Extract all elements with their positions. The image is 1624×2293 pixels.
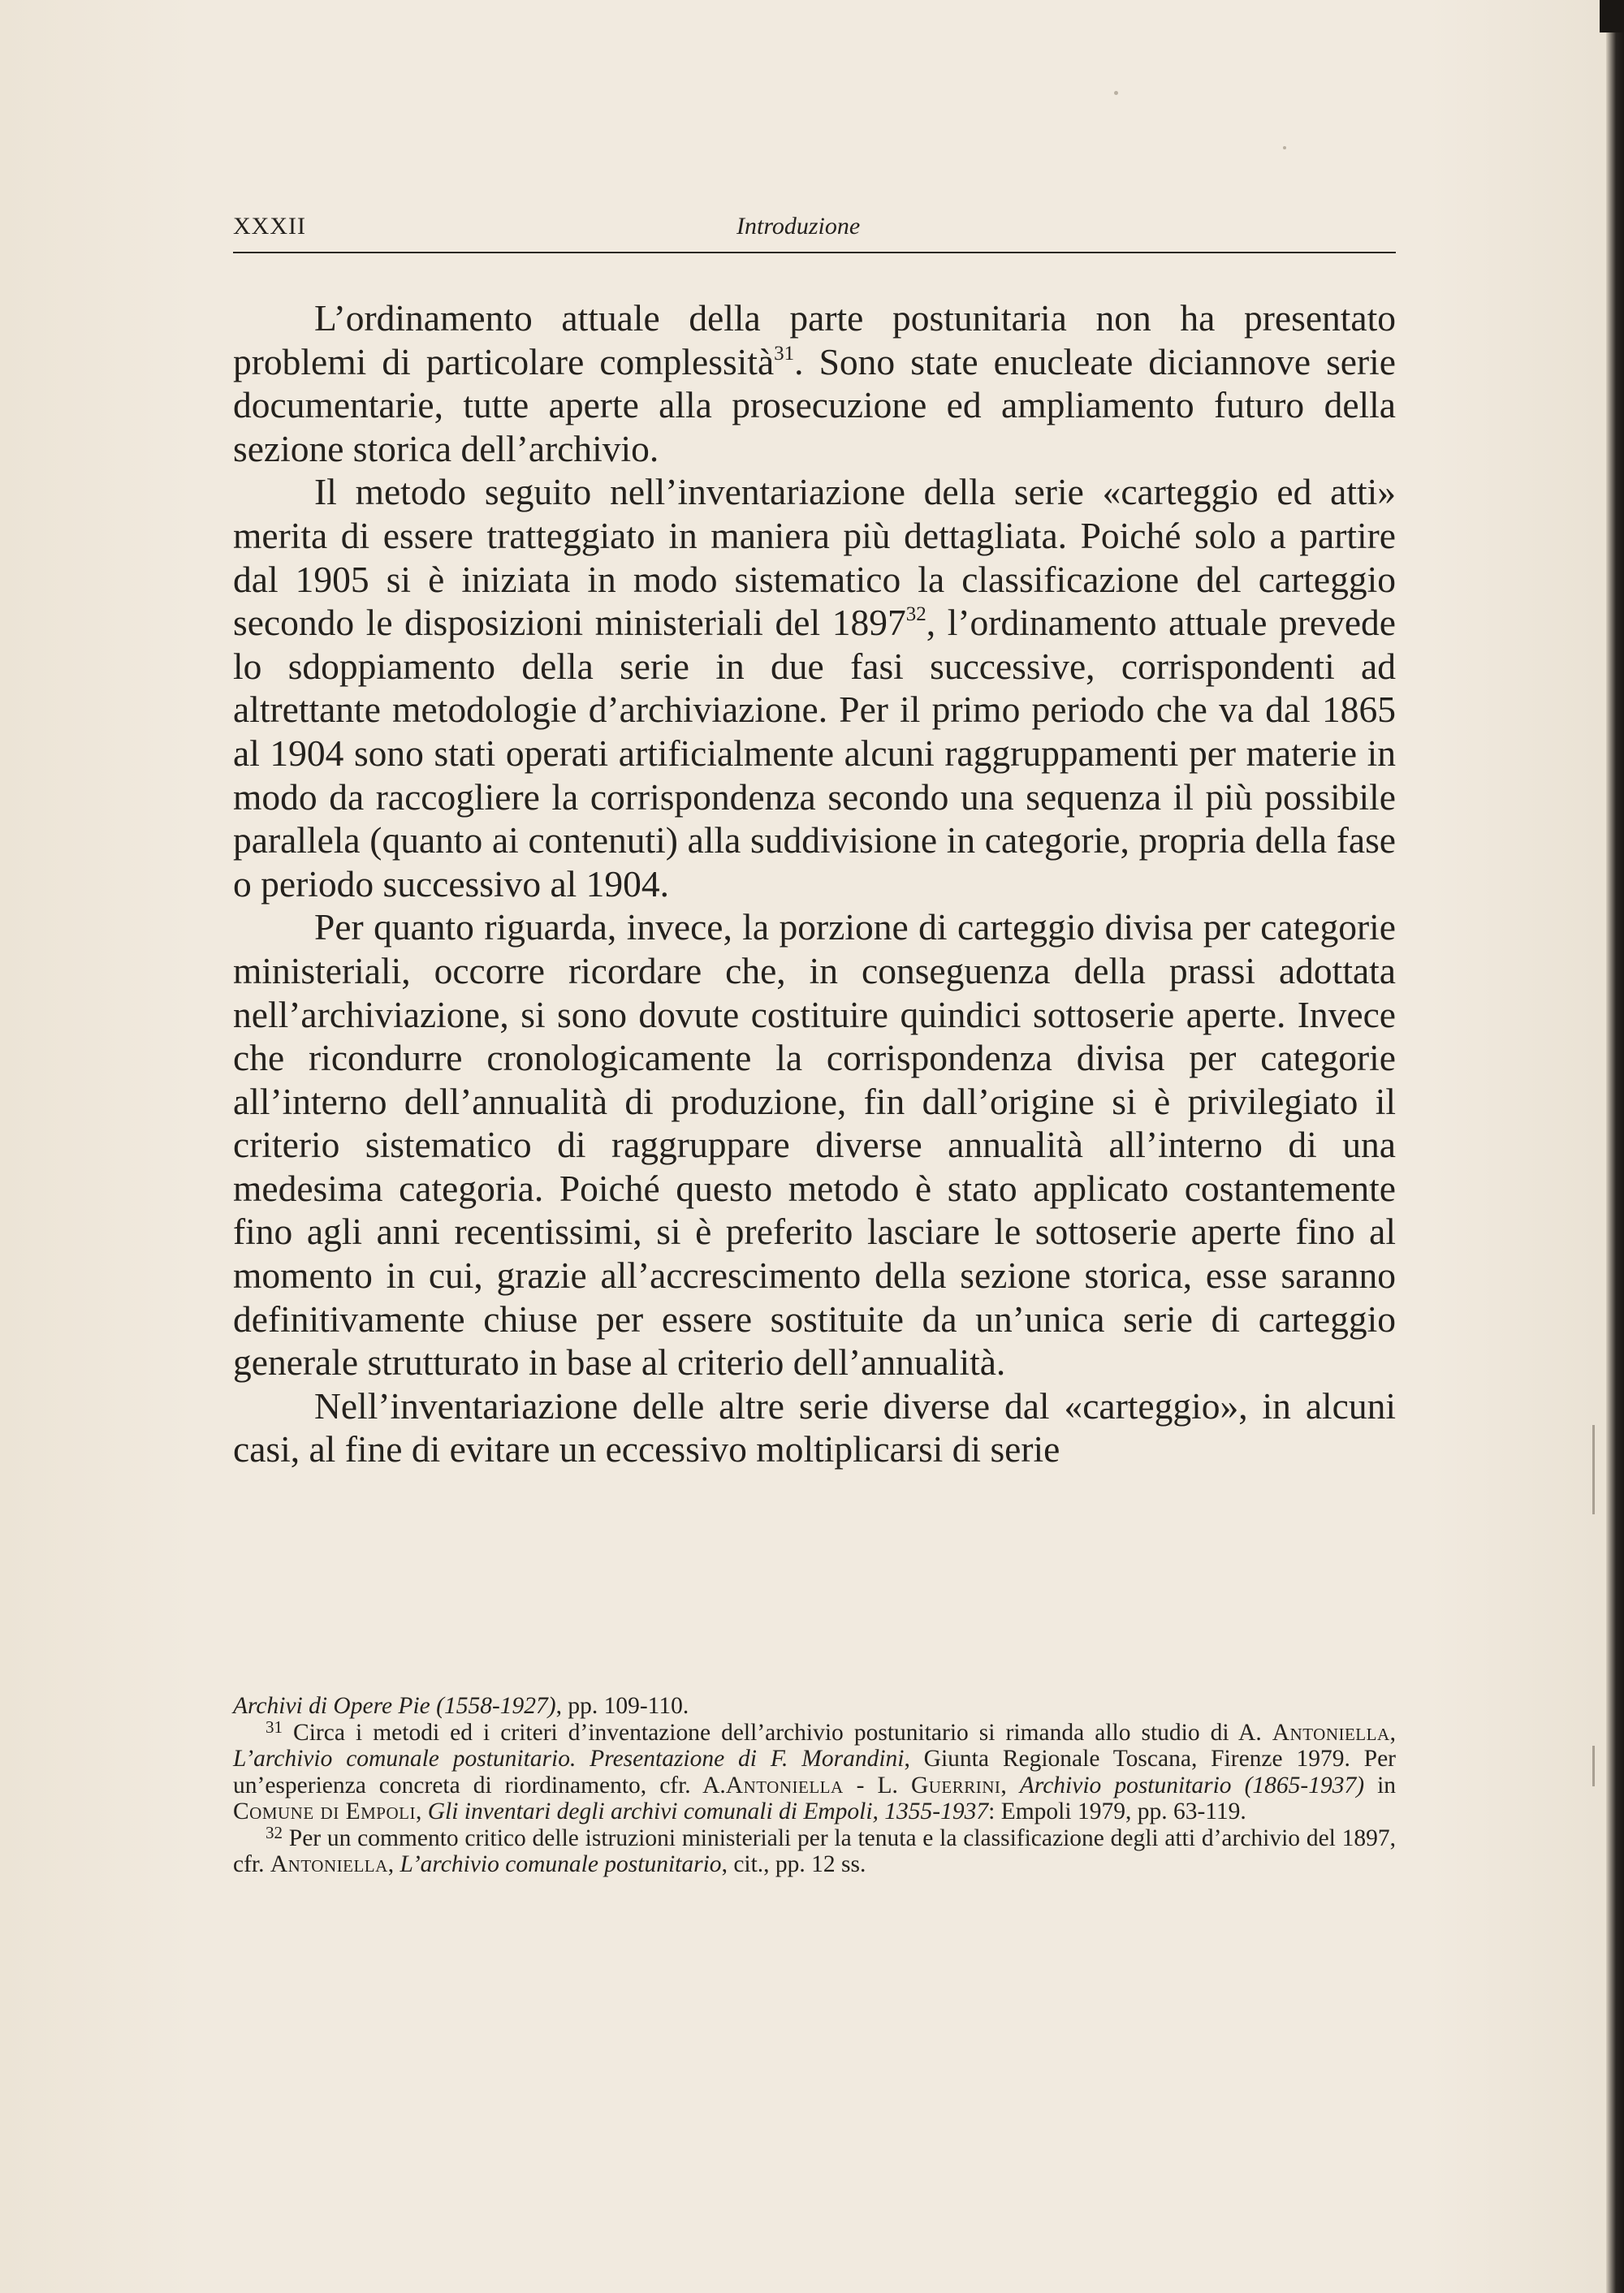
paper-speck [1283, 146, 1286, 149]
page-binding-edge [1606, 0, 1624, 2293]
footnote-text: , [415, 1799, 428, 1824]
paragraph-2 [233, 470, 1396, 905]
footnote-number: 31 [266, 1717, 283, 1737]
cited-title: Gli inventari degli archivi comunali di Empoli, 1355-1937 [427, 1799, 989, 1824]
footnote-text: : Empoli 1979, pp. 63-119. [988, 1799, 1246, 1824]
cited-title: Archivio postunitario (1865-1937) [1019, 1772, 1365, 1799]
footnote-32 [233, 1822, 1397, 1878]
author-name: Guerrini [910, 1772, 1001, 1799]
cited-title: Archivi di Opere Pie (1558-1927) [233, 1693, 556, 1719]
footnote-text: Per un commento critico delle istruzioni ministeriali per la tenuta e la classificazione degli atti d’archivio del 1897, cfr. [233, 1824, 1397, 1877]
paragraph-text: . Sono state enucleate diciannove serie documentarie, tutte aperte alla prosecuzione ed ampliamento futuro della sezione storica dell’archivio. [233, 340, 1396, 469]
author-name: Antoniella [725, 1772, 844, 1799]
paragraph-text: , l’ordinamento attuale prevede lo sdoppiamento della serie in due fasi successive, corrispondenti ad altrettante metodologie d’archiviazione. Per il primo periodo che va dal 1865 al 1904 sono stati operati artificialmente alcuni raggruppamenti per materie in modo da raccogliere la corrispondenza secondo una sequenza il più possibile parallela (quanto ai contenuti) alla suddivisione in categorie, propria della fase o periodo successivo al 1904. [233, 602, 1396, 905]
cited-title: L’archivio comunale postunitario [400, 1851, 722, 1877]
footnote-number: 32 [266, 1822, 283, 1842]
footnote-ref-32[interactable]: 32 [905, 603, 926, 626]
paragraph-3: Per quanto riguarda, invece, la porzione di carteggio divisa per categorie ministeriali, occorre ricordare che, in conseguenza della prassi adottata nell’archiviazione, si sono dovute costituire quindici sottoserie aperte. Invece che ricondurre cronologicamente la corrispondenza divisa per categorie all’interno dell’annualità di produzione, fin dall’origine si è privilegiato il criterio sistematico di raggruppare diverse annualità all’interno di una medesima categoria. Poiché questo metodo è stato applicato costantemente fino agli anni recentissimi, si è preferito lasciare le sottoserie aperte fino al momento in cui, grazie all’accrescimento della sezione storica, esse saranno definitivamente chiuse per essere sostituite da un’unica serie di carteggio generale strutturato in base al criterio dell’annualità. [233, 906, 1396, 1384]
paper-speck [1114, 91, 1118, 95]
footnote-text: , cit., pp. 12 ss. [721, 1851, 866, 1877]
paragraph-text: Il metodo seguito nell’inventariazione della serie «carteggio ed atti» merita di essere tratteggiato in maniera più dettagliata. Poiché solo a partire dal 1905 si è iniziata in modo sistematico la classificazione del carteggio secondo le disposizioni ministeriali del 1897 [233, 471, 1396, 644]
paragraph-4: Nell’inventariazione delle altre serie diverse dal «carteggio», in alcuni casi, al fine di evitare un eccessivo moltiplicarsi di serie [233, 1384, 1396, 1470]
page-edge-mark [1592, 1425, 1595, 1514]
paragraph-1 [233, 296, 1396, 470]
paragraph-text: L’ordinamento attuale della parte postunitaria non ha presentato problemi di particolare complessità [233, 297, 1396, 382]
footnote-text: , Giunta Regionale Toscana, Firenze 1979. Per un’esperienza concreta di riordinamento, cfr. A. [233, 1746, 1396, 1799]
footnote-31 [233, 1717, 1397, 1825]
page-number: XXXII [233, 213, 306, 240]
footnotes [233, 1693, 1396, 1878]
footnote-text: in [1364, 1772, 1397, 1799]
footnote-ref-31[interactable]: 31 [774, 342, 795, 365]
body-text [233, 296, 1396, 1471]
page-edge-mark [1592, 1746, 1595, 1786]
footnote-text: , [387, 1851, 400, 1877]
author-name: Antoniella [1272, 1719, 1390, 1746]
footnote-text: , pp. 109-110. [555, 1693, 689, 1719]
institution-name: Comune di Empoli [233, 1799, 416, 1824]
header-rule [233, 252, 1396, 253]
running-title: Introduzione [736, 213, 861, 240]
footnote-continuation [233, 1693, 1396, 1720]
footnote-text: - L. [843, 1772, 911, 1799]
page-corner-shadow [1600, 0, 1624, 32]
footnote-text: , [1000, 1772, 1020, 1799]
cited-title: L’archivio comunale postunitario. Presentazione di F. Morandini [233, 1746, 905, 1772]
footnote-text: Circa i metodi ed i criteri d’inventazione dell’archivio postunitario si rimanda allo studio di A. [293, 1719, 1272, 1746]
footnote-text: , [1389, 1719, 1396, 1746]
running-head [233, 213, 1396, 248]
author-name: Antoniella [270, 1851, 388, 1877]
